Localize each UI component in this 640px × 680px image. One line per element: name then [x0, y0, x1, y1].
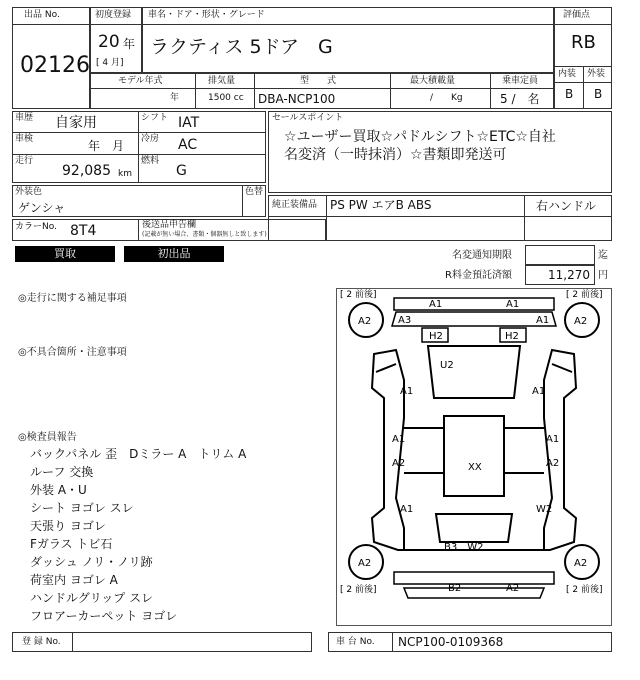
corner-label-br: [ 2 前後] — [566, 585, 603, 595]
mark-grille-l: A3 — [398, 315, 412, 326]
history-value: 自家用 — [55, 115, 97, 131]
inspector-line: 天張り ヨゴレ — [30, 519, 106, 533]
mark-door-r2: A2 — [546, 458, 560, 469]
grade-divider — [554, 24, 612, 25]
mark-tire-br: A2 — [574, 558, 588, 569]
mark-rear-bumper-r: A2 — [506, 583, 520, 594]
mileage-unit: km — [118, 169, 132, 179]
inspector-line: フロアーカーペット ヨゴレ — [30, 609, 178, 623]
color-label: 外装色 — [15, 187, 43, 197]
capacity-value: 5 / 名 — [500, 92, 540, 106]
color-no-vdiv — [138, 219, 139, 241]
displacement-label: 排気量 — [208, 76, 236, 86]
mark-door-l2: A2 — [392, 458, 406, 469]
inspector-line: バックパネル 歪 Dミラー A トリム A — [30, 447, 247, 461]
grade-label: 評価点 — [563, 10, 591, 20]
inspector-line: シート ヨゴレ スレ — [30, 501, 134, 515]
shift-value: IAT — [178, 115, 200, 131]
mark-door-l1: A1 — [392, 434, 406, 445]
mark-windshield: U2 — [440, 360, 454, 371]
reg-no-label: 登 録 No. — [22, 637, 61, 647]
details-vdiv — [138, 111, 139, 183]
inspector-label: ◎検査員報告 — [18, 432, 77, 443]
defects-label: ◎不具合箇所・注意事項 — [18, 347, 127, 358]
corner-label-tr: [ 2 前後] — [566, 290, 603, 300]
deadline-unit: 迄 — [598, 250, 608, 261]
overall-grade: RB — [571, 32, 596, 53]
deadline-label: 名変通知期限 — [452, 250, 512, 261]
post-docs-note: (記載が無い場合、書類・個器無しと致します) — [142, 231, 267, 238]
color-no-value: 8T4 — [70, 223, 97, 239]
chassis-vdiv — [392, 632, 393, 652]
inspector-line: ルーフ 交換 — [30, 465, 94, 479]
interior-label: 内装 — [558, 69, 577, 79]
first-reg-month: [ 4 月] — [96, 58, 124, 68]
mark-bumper-front-l: A1 — [429, 299, 443, 310]
max-load-label: 最大積載量 — [410, 76, 456, 86]
sales-point-line1: ☆ユーザー買取☆パドルシフト☆ETC☆自社 — [284, 129, 556, 145]
spec-div3 — [390, 73, 391, 109]
inspector-line: 荷室内 ヨゴレ A — [30, 573, 118, 587]
inspection-value: 年 月 — [88, 139, 125, 153]
reg-no-vdiv — [72, 632, 73, 652]
displacement-value: 1500 cc — [208, 93, 244, 103]
mileage-label: 走行 — [15, 156, 34, 166]
color-change-label: 色替 — [245, 187, 264, 197]
inspector-line: Fガラス トビ石 — [30, 537, 113, 551]
mark-light-l: H2 — [429, 331, 443, 342]
color-no-label: カラーNo. — [15, 222, 57, 232]
color-vdiv — [242, 185, 243, 217]
mark-tire-bl: A2 — [358, 558, 372, 569]
capacity-label: 乗車定員 — [502, 76, 539, 86]
mark-bumper-front-r: A1 — [506, 299, 520, 310]
exterior-grade: B — [594, 87, 603, 101]
mark-quarter-r: W2 — [536, 504, 553, 515]
recycle-unit: 円 — [598, 270, 608, 281]
spec-div1 — [195, 73, 196, 109]
corner-label-bl: [ 2 前後] — [340, 585, 377, 595]
sales-point-line2: 名変済（一時抹消）☆書類即発送可 — [284, 147, 507, 163]
ac-label: 冷房 — [141, 134, 160, 144]
details-h2 — [12, 154, 266, 155]
spec-mid — [90, 88, 554, 89]
car-condition-diagram — [336, 288, 612, 626]
history-label: 車歴 — [15, 113, 34, 123]
fuel-label: 燃料 — [141, 156, 160, 166]
driving-notes-label: ◎走行に関する補足事項 — [18, 293, 127, 304]
fuel-value: G — [176, 163, 187, 179]
spec-div2 — [254, 73, 255, 109]
mark-rear-bumper-l: B2 — [448, 583, 462, 594]
mark-quarter-l: A1 — [400, 504, 414, 515]
details-h1 — [12, 132, 266, 133]
type-label: 型 式 — [300, 76, 337, 86]
tag-buy: 買取 — [15, 246, 115, 262]
inspector-line: 外装 A・U — [30, 483, 87, 497]
mileage-value: 92,085 — [62, 163, 111, 179]
shift-label: シフト — [141, 113, 169, 123]
tag-first-listing: 初出品 — [124, 246, 224, 262]
deadline-value-box — [525, 245, 595, 265]
chassis-label: 車 台 No. — [336, 637, 375, 647]
corner-label-tl: [ 2 前後] — [340, 290, 377, 300]
first-reg-year: 20 — [98, 32, 120, 52]
exterior-label: 外装 — [587, 69, 606, 79]
mark-grille-r: A1 — [536, 315, 550, 326]
max-load-value: / Kg — [430, 93, 463, 103]
color-value: ゲンシャ — [18, 201, 66, 215]
interior-grade: B — [565, 87, 574, 101]
equipment-items: PS PW エアB ABS — [330, 198, 432, 212]
mark-door-r1: A1 — [546, 434, 560, 445]
mark-light-r: H2 — [505, 331, 519, 342]
chassis-value: NCP100-0109368 — [398, 635, 504, 649]
year-unit: 年 — [123, 37, 136, 51]
inspector-line: ハンドルグリップ スレ — [30, 591, 154, 605]
post-docs-label: 後送品申告欄 — [142, 220, 197, 230]
model-name: ラクティス 5ドア G — [150, 36, 333, 58]
mark-rear-glass: B3 W2 — [444, 542, 484, 553]
mark-roof: XX — [468, 462, 482, 473]
first-reg-label: 初度登録 — [95, 10, 132, 20]
equipment-label: 純正装備品 — [272, 200, 318, 210]
lot-no-label: 出品 No. — [24, 10, 60, 20]
ac-value: AC — [178, 137, 198, 153]
recycle-value: 11,270 — [548, 268, 590, 282]
spec-div4 — [490, 73, 491, 109]
mark-tire-tl: A2 — [358, 316, 372, 327]
inspector-line: ダッシュ ノリ・ノリ跡 — [30, 555, 153, 569]
mark-fender-r: A1 — [532, 386, 546, 397]
type-value: DBA-NCP100 — [258, 92, 336, 106]
mark-fender-l: A1 — [400, 386, 414, 397]
sub-grade-hdivider — [554, 82, 612, 83]
model-year-unit: 年 — [170, 93, 180, 103]
lot-no: 02126 — [20, 53, 90, 78]
lot-no-divider — [12, 24, 90, 25]
mark-tire-tr: A2 — [574, 316, 588, 327]
details-block — [12, 111, 266, 183]
sub-grade-vdivider — [583, 66, 584, 109]
inspection-label: 車検 — [15, 134, 34, 144]
equipment-row2 — [268, 217, 612, 241]
model-name-label: 車名・ドア・形状・グレード — [148, 10, 265, 20]
model-year-label: モデル年式 — [118, 76, 163, 86]
sales-point-label: セールスポイント — [272, 113, 344, 123]
steering-value: 右ハンドル — [536, 199, 597, 213]
recycle-label: R料金預託済額 — [445, 270, 512, 281]
